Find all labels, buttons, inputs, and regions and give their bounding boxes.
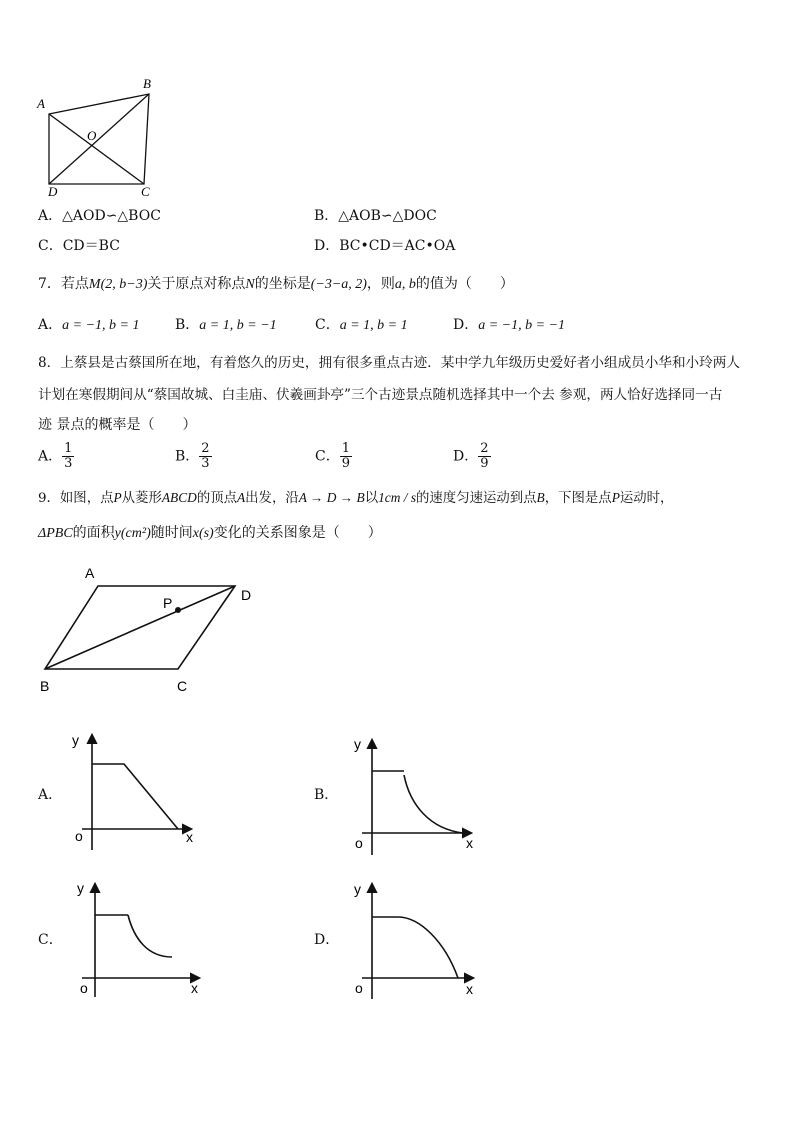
graph-option-d: [340, 877, 480, 997]
q8-option-a: A． $\frac{1}{3}$: [38, 441, 73, 471]
graph-d-origin: o: [355, 980, 363, 996]
graph-c-x: x: [191, 980, 198, 996]
graph-d-x: x: [466, 981, 473, 997]
graph-b-origin: o: [355, 835, 363, 851]
q7-option-d: D．a = −1, b = −1: [453, 317, 566, 333]
q8-option-d: D． $\frac{2}{9}$: [453, 441, 489, 471]
q6-option-c: C．CD＝BC: [38, 238, 120, 254]
rhombus-figure: [30, 560, 270, 700]
quadrilateral-figure: [30, 72, 170, 202]
q8-option-b: B． $\frac{2}{3}$: [175, 441, 210, 471]
q8-line-3: 迹 景点的概率是（ ）: [38, 417, 197, 433]
graph-c-y: y: [77, 880, 84, 896]
graph-a-y: y: [72, 732, 79, 748]
rhombus-label-C: C: [177, 678, 188, 694]
q8-option-c: C． $\frac{1}{9}$: [315, 441, 350, 471]
quad-label-O: O: [87, 128, 97, 143]
q8-line-2: 计划在寒假期间从“蔡国故城、白圭庙、伏羲画卦亭”三个古迹景点随机选择其中一个去 参观，两人恰好选择同一古: [38, 387, 723, 403]
quad-label-B: B: [143, 76, 151, 91]
rhombus-label-D: D: [241, 587, 252, 603]
graph-option-a: [60, 730, 200, 850]
graph-option-d-label: D．: [314, 932, 340, 948]
quad-label-D: D: [48, 184, 58, 199]
q7-option-b: B．a = 1, b = −1: [175, 317, 277, 333]
rhombus-label-B: B: [40, 678, 50, 694]
q9-stem-line-1: 9．如图，点P从菱形ABCD的顶点A出发，沿A → D → B以1cm / s的速度匀速运动到点B，下图是点P运动时，: [38, 490, 674, 506]
q7-stem: 7．若点M(2, b−3)关于原点对称点N的坐标是(−3−a, 2)，则a, b的值为（ ）: [38, 276, 514, 292]
graph-option-c: [60, 877, 210, 997]
graph-c-origin: o: [80, 980, 88, 996]
rhombus-label-A: A: [85, 565, 95, 581]
q6-option-a: A．△AOD∽△BOC: [38, 208, 161, 224]
q8-line-1: 8．上蔡县是古蔡国所在地，有着悠久的历史，拥有很多重点古迹．某中学九年级历史爱好者小组成员小华和小玲两人: [38, 355, 740, 371]
rhombus-label-P: P: [163, 595, 173, 611]
graph-b-y: y: [354, 736, 361, 752]
graph-option-b: [340, 735, 480, 855]
graph-a-x: x: [186, 829, 193, 845]
q9-stem-line-2: ΔPBC的面积y(cm²)随时间x(s)变化的关系图象是（ ）: [38, 525, 382, 541]
graph-d-y: y: [354, 881, 361, 897]
q6-option-d: D．BC•CD＝AC•OA: [314, 238, 456, 254]
graph-option-a-label: A．: [38, 787, 63, 803]
graph-option-c-label: C．: [38, 932, 63, 948]
q6-option-b: B．△AOB∽△DOC: [314, 208, 437, 224]
q7-option-c: C．a = 1, b = 1: [315, 317, 408, 333]
point-p-dot: [175, 607, 181, 613]
quad-label-A: A: [37, 96, 45, 111]
quad-label-C: C: [141, 184, 150, 199]
q7-option-a: A．a = −1, b = 1: [38, 317, 140, 333]
graph-b-x: x: [466, 835, 473, 851]
graph-a-origin: o: [75, 828, 83, 844]
graph-option-b-label: B．: [314, 787, 339, 803]
